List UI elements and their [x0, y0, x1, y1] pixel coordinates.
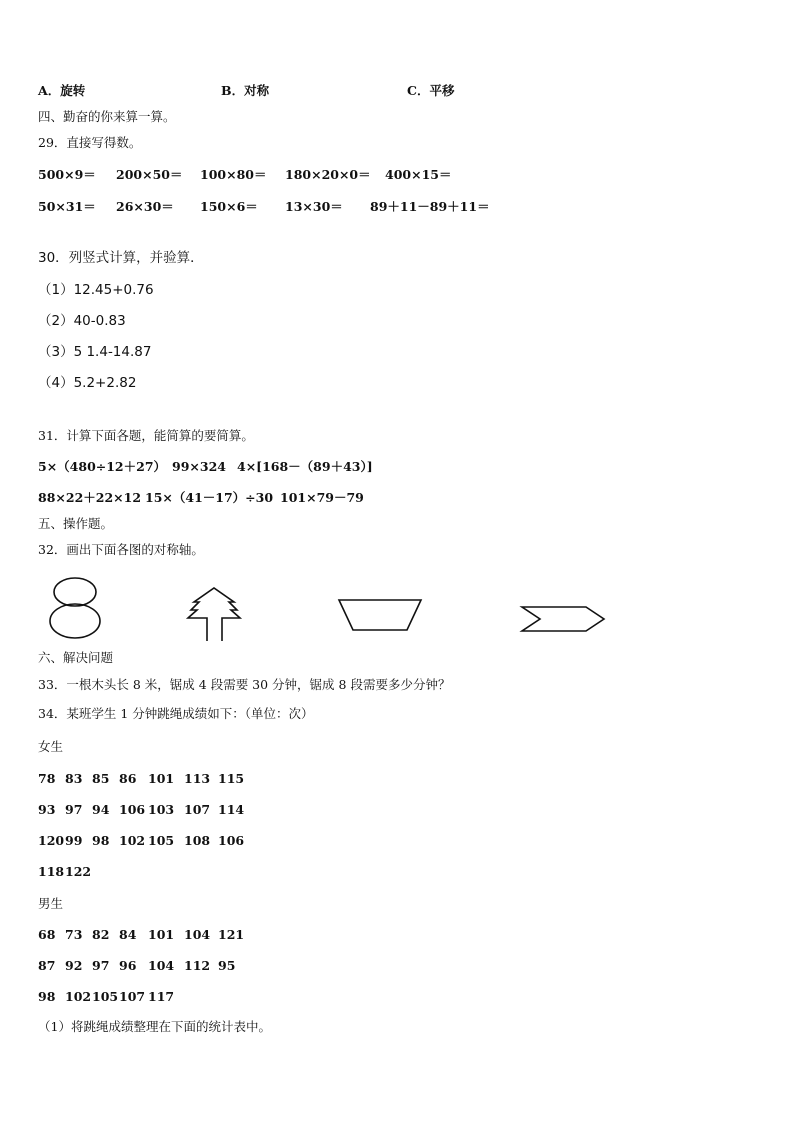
q29-r2-c4: 13×30＝ [285, 199, 343, 214]
q31-r1-c3: 4×[168－（89＋43）] [237, 459, 373, 474]
girls-label: 女生 [38, 739, 64, 754]
q33-text: 33．一根木头长 8 米，锯成 4 段需要 30 分钟，锯成 8 段需要多少分钟？ [38, 677, 451, 692]
q29-r1-c2: 200×50＝ [116, 167, 183, 182]
score-cell: 97 [65, 802, 83, 817]
score-cell: 92 [65, 958, 83, 973]
score-cell: 114 [218, 802, 245, 817]
q34-title: 34．某班学生 1 分钟跳绳成绩如下：（单位：次） [38, 706, 314, 721]
q29-r1-c1: 500×9＝ [38, 167, 96, 182]
score-cell: 105 [148, 833, 175, 848]
boys-label: 男生 [38, 896, 64, 911]
section-6-heading: 六、解决问题 [38, 650, 114, 665]
q31-r2-c3: 101×79－79 [280, 490, 364, 505]
score-cell: 97 [92, 958, 110, 973]
score-cell: 96 [119, 958, 137, 973]
option-c: C．平移 [407, 83, 455, 98]
score-cell: 120 [38, 833, 65, 848]
score-cell: 98 [38, 989, 56, 1004]
figure-tree-arrow [180, 586, 250, 646]
option-b: B．对称 [221, 83, 270, 98]
score-cell: 122 [65, 864, 92, 879]
score-cell: 107 [119, 989, 146, 1004]
score-cell: 78 [38, 771, 56, 786]
q30-item-2: （2）40-0.83 [38, 313, 126, 329]
score-cell: 93 [38, 802, 56, 817]
q31-title: 31．计算下面各题，能简算的要简算。 [38, 428, 254, 443]
q34-sub1: （1）将跳绳成绩整理在下面的统计表中。 [38, 1019, 271, 1034]
q30-item-1: （1）12.45+0.76 [38, 282, 154, 298]
score-cell: 107 [184, 802, 211, 817]
score-cell: 102 [119, 833, 146, 848]
q29-r1-c4: 180×20×0＝ [285, 167, 371, 182]
q31-r1-c2: 99×324 [172, 459, 226, 474]
score-cell: 113 [184, 771, 211, 786]
section-4-heading: 四、勤奋的你来算一算。 [38, 109, 176, 124]
q29-r2-c2: 26×30＝ [116, 199, 174, 214]
score-cell: 99 [65, 833, 83, 848]
score-cell: 108 [184, 833, 211, 848]
score-cell: 104 [148, 958, 175, 973]
score-cell: 85 [92, 771, 110, 786]
score-cell: 112 [184, 958, 211, 973]
option-a: A．旋转 [38, 83, 86, 98]
score-cell: 101 [148, 927, 175, 942]
q29-r2-c5: 89＋11－89＋11＝ [370, 199, 490, 214]
q29-r1-c3: 100×80＝ [200, 167, 267, 182]
score-cell: 95 [218, 958, 236, 973]
score-cell: 83 [65, 771, 83, 786]
score-cell: 73 [65, 927, 83, 942]
score-cell: 115 [218, 771, 245, 786]
score-cell: 121 [218, 927, 245, 942]
q29-title: 29．直接写得数。 [38, 135, 142, 150]
q31-r1-c1: 5×（480÷12＋27） [38, 459, 167, 474]
score-cell: 87 [38, 958, 56, 973]
figure-eight [40, 574, 110, 642]
q29-r2-c3: 150×6＝ [200, 199, 258, 214]
figure-chevron [518, 603, 610, 635]
score-cell: 105 [92, 989, 119, 1004]
q31-r2-c2: 15×（41－17）÷30 [145, 490, 274, 505]
figure-trapezoid [335, 596, 425, 636]
score-cell: 84 [119, 927, 137, 942]
score-cell: 68 [38, 927, 56, 942]
q31-r2-c1: 88×22＋22×12 [38, 490, 142, 505]
q29-r2-c1: 50×31＝ [38, 199, 96, 214]
score-cell: 103 [148, 802, 175, 817]
q30-item-4: （4）5.2+2.82 [38, 375, 137, 391]
score-cell: 86 [119, 771, 137, 786]
score-cell: 102 [65, 989, 92, 1004]
q30-title: 30．列竖式计算，并验算． [38, 250, 204, 266]
score-cell: 106 [218, 833, 245, 848]
score-cell: 98 [92, 833, 110, 848]
score-cell: 117 [148, 989, 175, 1004]
score-cell: 82 [92, 927, 110, 942]
q30-item-3: （3）5 1.4-14.87 [38, 344, 152, 360]
score-cell: 94 [92, 802, 110, 817]
score-cell: 101 [148, 771, 175, 786]
q29-r1-c5: 400×15＝ [385, 167, 452, 182]
score-cell: 118 [38, 864, 65, 879]
score-cell: 106 [119, 802, 146, 817]
section-5-heading: 五、操作题。 [38, 516, 114, 531]
score-cell: 104 [184, 927, 211, 942]
q32-title: 32．画出下面各图的对称轴。 [38, 542, 204, 557]
